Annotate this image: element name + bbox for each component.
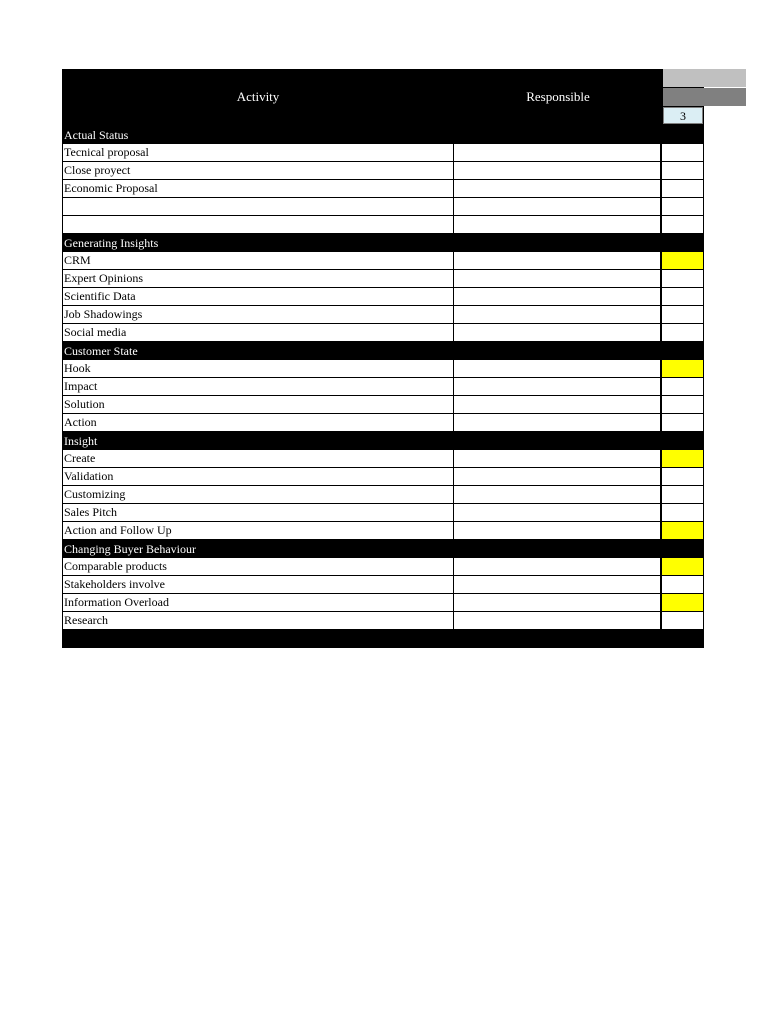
status-cell[interactable] — [662, 144, 703, 161]
responsible-cell[interactable] — [454, 558, 662, 575]
activity-cell[interactable]: Impact — [63, 378, 454, 395]
table-row — [62, 252, 704, 270]
table-row — [62, 216, 704, 234]
status-cell[interactable] — [662, 270, 703, 287]
status-cell[interactable] — [662, 504, 703, 521]
activity-sheet — [62, 69, 704, 648]
activity-cell[interactable]: Social media — [63, 324, 454, 341]
activity-cell[interactable]: Hook — [63, 360, 454, 377]
highlighted-status-cell[interactable] — [662, 594, 703, 611]
highlighted-status-cell[interactable] — [662, 522, 703, 539]
section-header: Customer State — [62, 342, 704, 360]
responsible-cell[interactable] — [454, 324, 662, 341]
responsible-cell[interactable] — [454, 504, 662, 521]
section-header: Actual Status — [62, 126, 704, 144]
table-header — [62, 69, 704, 126]
responsible-cell[interactable] — [454, 198, 662, 215]
status-cell[interactable] — [662, 198, 703, 215]
responsible-cell[interactable] — [454, 576, 662, 593]
activity-column-header: Activity — [236, 89, 280, 104]
activity-cell[interactable]: Action and Follow Up — [63, 522, 454, 539]
activity-cell[interactable]: Stakeholders involve — [63, 576, 454, 593]
responsible-cell[interactable] — [454, 360, 662, 377]
header-gray-block-top — [663, 69, 746, 87]
activity-cell[interactable]: Action — [63, 414, 454, 431]
highlighted-status-cell[interactable] — [662, 360, 703, 377]
highlighted-status-cell[interactable] — [662, 558, 703, 575]
status-cell[interactable] — [662, 162, 703, 179]
activity-cell[interactable]: Tecnical proposal — [63, 144, 454, 161]
responsible-cell[interactable] — [454, 144, 662, 161]
responsible-cell[interactable] — [454, 486, 662, 503]
activity-cell[interactable]: CRM — [63, 252, 454, 269]
table-row — [62, 144, 704, 162]
table-row — [62, 306, 704, 324]
responsible-cell[interactable] — [454, 162, 662, 179]
responsible-cell[interactable] — [454, 414, 662, 431]
activity-cell[interactable]: Scientific Data — [63, 288, 454, 305]
responsible-cell[interactable] — [454, 522, 662, 539]
activity-cell[interactable] — [63, 198, 454, 215]
table-footer — [62, 630, 704, 648]
status-cell[interactable] — [662, 468, 703, 485]
table-row — [62, 288, 704, 306]
table-row — [62, 504, 704, 522]
status-cell[interactable] — [662, 180, 703, 197]
activity-cell[interactable]: Sales Pitch — [63, 504, 454, 521]
table-row — [62, 270, 704, 288]
responsible-cell[interactable] — [454, 450, 662, 467]
activity-cell[interactable]: Solution — [63, 396, 454, 413]
table-row — [62, 324, 704, 342]
activity-cell[interactable]: Create — [63, 450, 454, 467]
header-gray-block-middle — [663, 88, 746, 106]
responsible-cell[interactable] — [454, 594, 662, 611]
responsible-cell[interactable] — [454, 270, 662, 287]
activity-cell[interactable]: Validation — [63, 468, 454, 485]
table-row — [62, 576, 704, 594]
responsible-cell[interactable] — [454, 252, 662, 269]
responsible-cell[interactable] — [454, 468, 662, 485]
activity-cell[interactable]: Job Shadowings — [63, 306, 454, 323]
table-row — [62, 414, 704, 432]
table-row — [62, 594, 704, 612]
table-row — [62, 486, 704, 504]
activity-cell[interactable]: Research — [63, 612, 454, 629]
table-row — [62, 450, 704, 468]
status-cell[interactable] — [662, 216, 703, 233]
activity-cell[interactable] — [63, 216, 454, 233]
responsible-cell[interactable] — [454, 396, 662, 413]
table-row — [62, 522, 704, 540]
status-cell[interactable] — [662, 288, 703, 305]
table-row — [62, 468, 704, 486]
status-cell[interactable] — [662, 576, 703, 593]
section-header: Insight — [62, 432, 704, 450]
table-row — [62, 396, 704, 414]
section-header: Changing Buyer Behaviour — [62, 540, 704, 558]
activity-cell[interactable]: Information Overload — [63, 594, 454, 611]
highlighted-status-cell[interactable] — [662, 450, 703, 467]
responsible-cell[interactable] — [454, 288, 662, 305]
table-row — [62, 198, 704, 216]
responsible-cell[interactable] — [454, 306, 662, 323]
highlighted-status-cell[interactable] — [662, 252, 703, 269]
table-row — [62, 162, 704, 180]
responsible-cell[interactable] — [454, 216, 662, 233]
responsible-cell[interactable] — [454, 378, 662, 395]
status-cell[interactable] — [662, 486, 703, 503]
responsible-column-header: Responsible — [526, 89, 590, 104]
status-cell[interactable] — [662, 414, 703, 431]
activity-cell[interactable]: Close proyect — [63, 162, 454, 179]
activity-cell[interactable]: Expert Opinions — [63, 270, 454, 287]
table-row — [62, 360, 704, 378]
activity-cell[interactable]: Economic Proposal — [63, 180, 454, 197]
table-row — [62, 378, 704, 396]
section-header: Generating Insights — [62, 234, 704, 252]
table-body — [62, 126, 704, 630]
status-cell[interactable] — [662, 396, 703, 413]
status-cell[interactable] — [662, 324, 703, 341]
status-cell[interactable] — [662, 306, 703, 323]
status-cell[interactable] — [662, 378, 703, 395]
responsible-cell[interactable] — [454, 612, 662, 629]
table-row — [62, 558, 704, 576]
status-cell[interactable] — [662, 612, 703, 629]
number-cell[interactable]: 3 — [663, 107, 703, 124]
table-row — [62, 180, 704, 198]
activity-cell[interactable]: Customizing — [63, 486, 454, 503]
activity-cell[interactable]: Comparable products — [63, 558, 454, 575]
responsible-cell[interactable] — [454, 180, 662, 197]
table-row — [62, 612, 704, 630]
